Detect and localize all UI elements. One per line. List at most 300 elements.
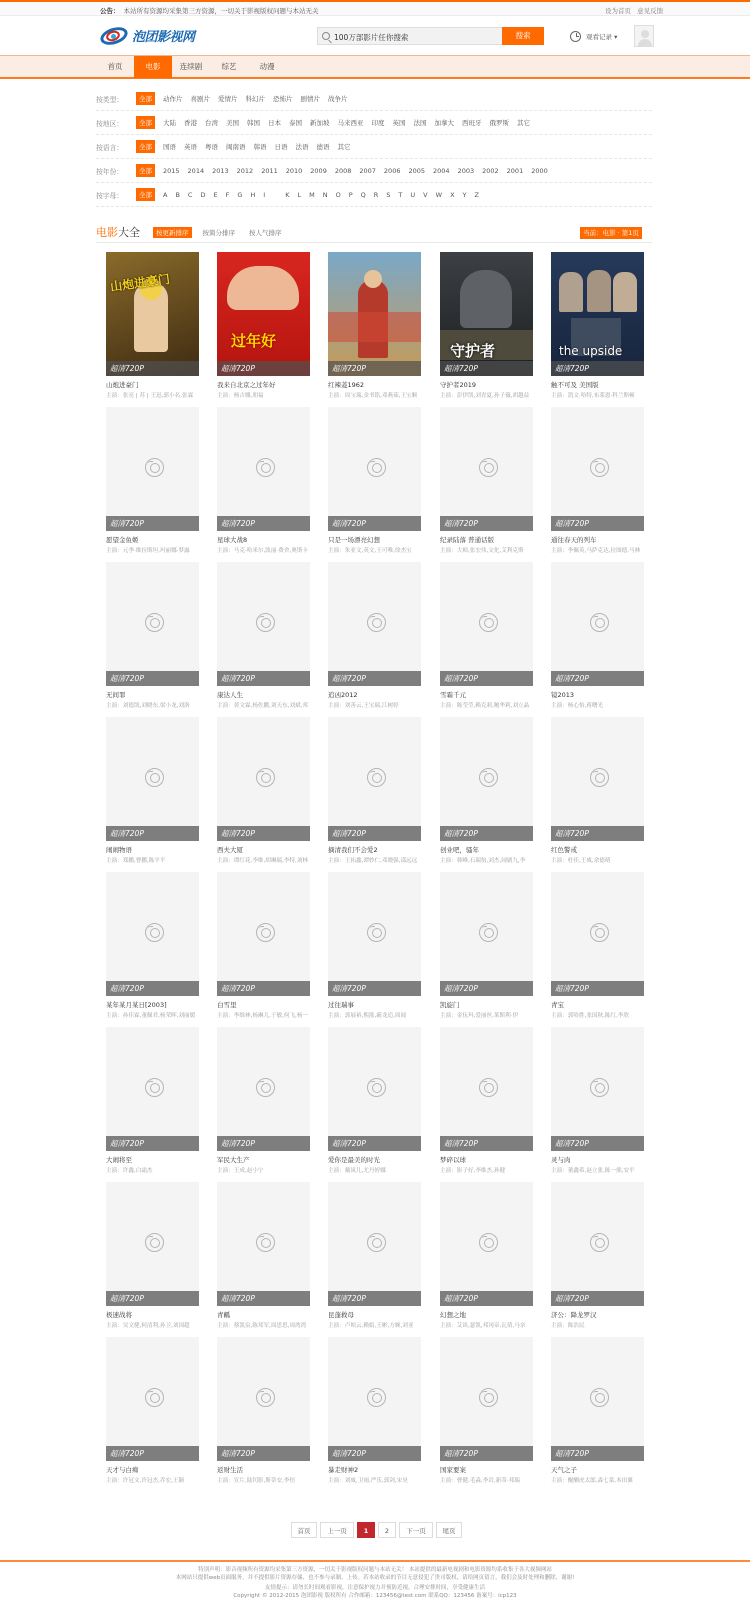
movie-poster[interactable] — [440, 1337, 533, 1461]
page-2[interactable]: 2 — [378, 1522, 396, 1538]
filter-option[interactable]: A — [163, 190, 168, 199]
filter-option[interactable]: P — [348, 190, 353, 199]
filter-option[interactable]: 泰国 — [289, 119, 302, 127]
filter-option[interactable]: 俄罗斯 — [489, 119, 509, 127]
movie-title[interactable]: 我来自北京之过年好 — [217, 381, 276, 389]
movie-actors: 主演：戴岚儿,尤丹婷娜 — [328, 1168, 386, 1174]
movie-actors: 主演：王拓鑫,谭妙仁,邓晓强,邵远远 — [328, 858, 418, 864]
filter-option[interactable]: 德语 — [316, 143, 330, 151]
footer-disclaimer-1: 特别声明：影音视频所有资源均采集第三方资源，一切关于影视版权问题与本站无关！ 本站提供的最新电视剧和电影资源均系收集于各大视频网站 — [198, 1567, 552, 1573]
sort-by-update[interactable]: 按更新排序 — [153, 227, 192, 238]
movie-card[interactable] — [328, 407, 421, 554]
filter-option[interactable]: 粤语 — [205, 143, 218, 151]
movie-card[interactable] — [217, 252, 310, 399]
filter-option[interactable]: 韩语 — [253, 143, 267, 151]
disc-placeholder-icon — [479, 1388, 498, 1407]
movie-poster[interactable] — [106, 252, 199, 376]
movie-card[interactable] — [106, 717, 199, 864]
movie-poster[interactable] — [106, 872, 199, 996]
disc-placeholder-icon — [367, 1078, 386, 1097]
filter-option[interactable]: 美国 — [226, 119, 239, 127]
quality-badge: 超清720P — [217, 1446, 310, 1461]
feedback-link[interactable]: 意见反馈 — [637, 7, 664, 15]
movie-poster[interactable] — [106, 1027, 199, 1151]
movie-poster[interactable] — [217, 407, 310, 531]
filter-option[interactable]: 2003 — [457, 166, 475, 175]
movie-title[interactable]: 国家要案 — [440, 1466, 466, 1474]
filter-option[interactable]: 2006 — [383, 166, 401, 175]
movie-title[interactable]: 灵与肉 — [551, 1156, 571, 1164]
filter-option[interactable]: K — [285, 190, 290, 199]
movie-card[interactable] — [217, 1027, 310, 1174]
movie-poster[interactable] — [217, 1182, 310, 1306]
filter-option[interactable]: F — [225, 190, 230, 199]
notice-text: 本站所有资源均采集第三方资源，一切关于影视版权问题与本站无关 — [123, 7, 319, 15]
movie-title[interactable]: 无间罪 — [106, 691, 126, 699]
filter-option[interactable]: 2005 — [408, 166, 426, 175]
disc-placeholder-icon — [367, 923, 386, 942]
movie-title[interactable]: 只是一场漂亮幻想 — [328, 536, 380, 544]
movie-actors: 主演：宣片,陆钊影,斯蒂安,李恒 — [217, 1478, 296, 1484]
filter-option[interactable]: Q — [360, 190, 366, 199]
filter-option[interactable]: I — [263, 190, 266, 199]
movie-poster[interactable] — [217, 872, 310, 996]
footer-disclaimer-2: 本网站只提供web页面服务，并不提供影片资源存储，也不参与录制、上传。若本站收录的节目无意侵犯了贵司版权，请给网页留言，我们会及时处理和删除，谢谢! — [175, 1574, 575, 1581]
disc-placeholder-icon — [256, 1233, 275, 1252]
quality-badge: 超清720P — [217, 1136, 310, 1151]
movie-card[interactable] — [106, 872, 199, 1019]
nav-item-variety[interactable]: 综艺 — [221, 62, 237, 71]
quality-badge: 超清720P — [440, 516, 533, 531]
quality-badge: 超清720P — [551, 981, 644, 996]
movie-actors: 主演：陈莹莹,赖克莉,鲍华莉,刘立晶 — [440, 703, 530, 709]
quality-badge: 超清720P — [551, 361, 644, 376]
movie-actors: 主演：蔡凯宸,陈邦军,周思思,周湾湾 — [217, 1323, 307, 1329]
filter-option[interactable]: 其它 — [337, 143, 351, 151]
filter-option[interactable]: 战争片 — [328, 95, 348, 103]
filter-option[interactable]: 2013 — [212, 166, 229, 175]
movie-title[interactable]: 天气之子 — [551, 1466, 577, 1474]
movie-card[interactable] — [551, 717, 644, 864]
movie-title[interactable]: 愿望金鱼姬 — [106, 536, 139, 544]
quality-badge: 超清720P — [440, 1136, 533, 1151]
movie-actors: 主演：影子好,李维杰,孙健 — [440, 1168, 506, 1174]
filter-option[interactable]: N — [322, 190, 328, 199]
movie-title[interactable]: 触不可及 美国版 — [551, 381, 599, 389]
movie-poster[interactable] — [440, 562, 533, 686]
filter-option[interactable]: C — [187, 190, 193, 199]
filter-option[interactable]: 剧情片 — [300, 95, 320, 103]
quality-badge: 超清720P — [328, 981, 421, 996]
movie-title[interactable]: 星球大战8 — [217, 536, 248, 544]
movie-title[interactable]: 返财生活 — [217, 1466, 243, 1474]
movie-title[interactable]: 山炮进豪门 — [106, 381, 139, 389]
movie-card[interactable] — [328, 1337, 421, 1484]
filter-option[interactable]: 英语 — [184, 143, 197, 151]
movie-poster[interactable] — [106, 407, 199, 531]
movie-poster[interactable] — [551, 252, 644, 376]
movie-card[interactable] — [217, 407, 310, 554]
page-prev[interactable]: 上一页 — [320, 1522, 354, 1538]
movie-actors: 主演：许冠文,许冠杰,乔宏,王颖 — [106, 1478, 185, 1484]
movie-title[interactable]: 白雪里 — [217, 1001, 237, 1009]
movie-title[interactable]: 极速战将 — [106, 1311, 132, 1319]
movie-poster[interactable] — [328, 1337, 421, 1461]
movie-card[interactable] — [328, 717, 421, 864]
filter-option[interactable]: 全部 — [136, 188, 155, 201]
movie-card[interactable] — [328, 1182, 421, 1329]
filter-option[interactable]: 全部 — [136, 92, 155, 105]
movie-poster[interactable] — [217, 562, 310, 686]
movie-poster[interactable] — [440, 252, 533, 376]
footer-tip: 友情提示：请勿长时间观看影视，注意保护视力并预防近视，合理安排时间，享受健康生活 — [264, 1585, 485, 1591]
quality-badge: 超清720P — [106, 1136, 199, 1151]
filter-option[interactable]: L — [297, 190, 302, 199]
movie-actors: 主演：金伍玛,爱丽丝,莱斯利·伊 — [440, 1013, 519, 1019]
movie-title[interactable]: 镜2013 — [551, 691, 575, 699]
movie-title[interactable]: 大闹将至 — [106, 1156, 132, 1164]
movie-actors: 主演：周宝瑞,金书铭,邓燕茹,王宝顺 — [328, 393, 418, 399]
nav-item-home[interactable]: 首页 — [107, 62, 123, 71]
movie-actors: 主演：郑鹏,曹鹏,陈平平 — [106, 858, 166, 864]
filter-option[interactable]: O — [335, 190, 341, 199]
filter-option[interactable]: 英国 — [392, 119, 406, 127]
movie-poster[interactable] — [328, 872, 421, 996]
sort-by-popularity[interactable]: 按人气排序 — [249, 229, 282, 237]
quality-badge: 超清720P — [328, 361, 421, 376]
movie-title[interactable]: 梦碎以球 — [440, 1156, 466, 1164]
filter-option[interactable]: 2000 — [531, 166, 548, 175]
quality-badge: 超清720P — [217, 826, 310, 841]
page-next[interactable]: 下一页 — [399, 1522, 433, 1538]
movie-card[interactable] — [217, 717, 310, 864]
disc-placeholder-icon — [590, 1233, 609, 1252]
movie-poster[interactable] — [551, 1182, 644, 1306]
disc-placeholder-icon — [145, 768, 164, 787]
filter-option[interactable]: 2009 — [310, 166, 327, 175]
quality-badge: 超清720P — [551, 671, 644, 686]
filter-option[interactable]: 2011 — [261, 166, 278, 175]
movie-poster[interactable] — [106, 1182, 199, 1306]
filter-option[interactable]: 2004 — [433, 166, 450, 175]
movie-title[interactable]: 追凶2012 — [328, 691, 358, 699]
filter-option[interactable]: X — [450, 190, 455, 199]
movie-card[interactable] — [217, 1182, 310, 1329]
logo-text: 泡团影视网 — [132, 29, 195, 45]
movie-card[interactable] — [440, 407, 533, 554]
movie-card[interactable] — [551, 407, 644, 554]
disc-placeholder-icon — [479, 458, 498, 477]
filter-option[interactable]: 印度 — [371, 119, 385, 127]
filter-option[interactable]: 喜剧片 — [190, 95, 210, 103]
filter-option[interactable]: 全部 — [136, 140, 155, 153]
filter-option[interactable]: 法国 — [413, 119, 427, 127]
movie-title[interactable]: 济公：降龙罗汉 — [551, 1311, 597, 1319]
filter-option[interactable]: T — [398, 190, 403, 199]
filter-option[interactable]: 韩国 — [247, 119, 260, 127]
filter-option[interactable]: 2012 — [236, 166, 254, 175]
poster-title-text: the upside — [559, 344, 623, 358]
movie-title[interactable]: 创业吧，骚年 — [440, 846, 479, 854]
movie-card[interactable] — [551, 1027, 644, 1174]
filter-option[interactable]: M — [309, 190, 315, 199]
disc-placeholder-icon — [590, 1388, 609, 1407]
movie-poster[interactable] — [551, 717, 644, 841]
disc-placeholder-icon — [367, 458, 386, 477]
filter-option[interactable]: 恐怖片 — [273, 95, 293, 103]
movie-actors: 主演：郭展裕,熙涨,霸龙追,周闻 — [328, 1013, 407, 1019]
poster-title-text: 过年好 — [231, 332, 277, 350]
movie-actors: 主演：曹健,毛淼,李岩,新蒂·邦瑞 — [440, 1478, 520, 1484]
filter-option[interactable]: D — [200, 190, 206, 199]
movie-actors: 主演：黄文霖,杨佐鹏,刘天东,刘斌,邦 — [217, 703, 309, 709]
filter-option[interactable]: 台湾 — [205, 119, 218, 127]
disc-placeholder-icon — [479, 1233, 498, 1252]
movie-card[interactable] — [440, 717, 533, 864]
filter-option[interactable]: R — [373, 190, 379, 199]
search-input[interactable]: 100万部影片任你搜索 — [334, 33, 409, 42]
filter-option[interactable]: 加拿大 — [434, 119, 454, 127]
movie-card[interactable] — [106, 1337, 199, 1484]
filter-option[interactable]: S — [386, 190, 391, 199]
movie-title[interactable]: 守护者2019 — [440, 381, 477, 389]
movie-poster[interactable] — [217, 717, 310, 841]
page-1[interactable]: 1 — [357, 1522, 375, 1538]
movie-poster[interactable] — [328, 1027, 421, 1151]
filter-option[interactable]: 2010 — [285, 166, 303, 175]
movie-poster[interactable] — [328, 252, 421, 376]
filter-option[interactable]: 2015 — [163, 166, 180, 175]
quality-badge: 超清720P — [217, 981, 310, 996]
nav-item-movies[interactable]: 电影 — [134, 56, 172, 78]
disc-placeholder-icon — [145, 1078, 164, 1097]
movie-title[interactable]: 摘清我们不会爱2 — [328, 846, 378, 854]
movie-card[interactable] — [551, 1182, 644, 1329]
filter-option[interactable]: 2001 — [506, 166, 524, 175]
sort-by-score[interactable]: 按简分排序 — [202, 229, 235, 237]
movie-poster[interactable] — [328, 407, 421, 531]
movie-card[interactable] — [328, 252, 421, 399]
movie-title[interactable]: 闹闹物语 — [106, 846, 132, 854]
movie-title[interactable]: 通往春天的列车 — [551, 536, 597, 544]
movie-actors: 主演：陈浩民 — [551, 1323, 585, 1329]
movie-card[interactable] — [440, 1027, 533, 1174]
movie-title[interactable]: 昆蓬救母 — [328, 1311, 354, 1319]
movie-card[interactable] — [551, 252, 644, 399]
filter-option[interactable]: 动作片 — [163, 95, 183, 103]
search-box[interactable] — [317, 27, 503, 45]
nav-item-anime[interactable]: 动漫 — [259, 62, 275, 71]
section-title — [96, 224, 140, 240]
movie-title[interactable]: 纪录陆落 普通话版 — [440, 536, 495, 544]
movie-actors: 主演：李佩英,马萨克达,拉图德,马林 — [551, 548, 641, 554]
movie-title[interactable]: 红色警戒 — [551, 846, 577, 854]
movie-title[interactable]: 青瓤 — [217, 1311, 230, 1319]
filter-option[interactable]: 2002 — [482, 166, 499, 175]
movie-poster[interactable] — [217, 1027, 310, 1151]
quality-badge: 超清720P — [440, 671, 533, 686]
movie-card[interactable] — [440, 252, 533, 399]
search-button[interactable]: 搜索 — [502, 27, 544, 45]
movie-actors: 主演：谭红花,李维,胡琳瑞,李特,刘林 — [217, 858, 309, 864]
movie-poster[interactable] — [440, 407, 533, 531]
movie-card[interactable] — [106, 562, 199, 709]
filter-option[interactable]: V — [423, 190, 428, 199]
movie-card[interactable] — [328, 872, 421, 1019]
movie-actors: 主演：卢顷云,赖娟,王彬,方婉,刘亚 — [328, 1323, 414, 1329]
quality-badge: 超清720P — [551, 1136, 644, 1151]
disc-placeholder-icon — [479, 1078, 498, 1097]
watch-history[interactable] — [570, 27, 617, 45]
logo[interactable] — [100, 22, 195, 48]
filter-option[interactable]: 全部 — [136, 116, 155, 129]
movie-poster[interactable] — [440, 717, 533, 841]
movie-poster[interactable] — [328, 562, 421, 686]
movie-card[interactable] — [106, 1182, 199, 1329]
quality-badge: 超清720P — [106, 361, 199, 376]
quality-badge: 超清720P — [106, 1291, 199, 1306]
filter-option[interactable]: 爱情片 — [218, 95, 238, 103]
movie-card[interactable] — [217, 1337, 310, 1484]
movie-card[interactable] — [440, 1182, 533, 1329]
filter-option[interactable]: 2008 — [334, 166, 352, 175]
movie-card[interactable] — [551, 872, 644, 1019]
filter-option[interactable]: 2007 — [359, 166, 376, 175]
nav-item-series[interactable]: 连续剧 — [179, 62, 203, 71]
movie-title[interactable]: 西夫大厦 — [217, 846, 243, 854]
set-homepage-link[interactable]: 设为首页 — [605, 7, 631, 15]
movie-title[interactable]: 爱你是最美的时光 — [328, 1156, 380, 1164]
filter-label: 按语言： — [96, 143, 124, 152]
disc-placeholder-icon — [256, 458, 275, 477]
filter-option[interactable]: B — [175, 190, 180, 199]
filter-option[interactable]: 科幻片 — [245, 95, 265, 103]
movie-card[interactable] — [440, 1337, 533, 1484]
filter-option[interactable]: E — [213, 190, 218, 199]
section-header — [96, 224, 652, 242]
filter-option[interactable]: 马来西亚 — [337, 119, 364, 127]
filter-option[interactable]: H — [250, 190, 256, 199]
filter-row — [96, 111, 652, 135]
movie-title[interactable]: 幻想之地 — [440, 1311, 466, 1319]
movie-poster[interactable] — [217, 1337, 310, 1461]
notice — [100, 6, 319, 15]
movie-poster[interactable] — [551, 1337, 644, 1461]
movie-title[interactable]: 雪霜千元 — [440, 691, 466, 699]
disc-placeholder-icon — [590, 923, 609, 942]
movie-card[interactable] — [106, 252, 199, 399]
movie-poster[interactable] — [551, 562, 644, 686]
movie-card[interactable] — [217, 872, 310, 1019]
filter-option[interactable]: 西班牙 — [462, 119, 482, 127]
movie-actors: 主演：朱亚文,英文,王可唯,徐杰宝 — [328, 548, 412, 554]
filter-option[interactable]: 香港 — [184, 119, 197, 127]
movie-card[interactable] — [106, 1027, 199, 1174]
movie-card[interactable] — [328, 562, 421, 709]
movie-actors: 主演：李维林,杨琳儿,于敏,何飞,杨一 — [217, 1013, 309, 1019]
movie-title[interactable]: 过往瑞事 — [328, 1001, 354, 1009]
disc-placeholder-icon — [145, 1233, 164, 1252]
movie-title[interactable]: 某年某月某日[2003] — [106, 1001, 167, 1009]
page-last[interactable]: 尾页 — [436, 1522, 462, 1538]
movie-poster[interactable] — [440, 1182, 533, 1306]
movie-card[interactable] — [440, 562, 533, 709]
movie-title[interactable]: 康达人生 — [217, 691, 243, 699]
movie-poster[interactable] — [440, 1027, 533, 1151]
movie-title[interactable]: 军民大生产 — [217, 1156, 250, 1164]
movie-poster[interactable] — [551, 407, 644, 531]
quality-badge: 超清720P — [551, 826, 644, 841]
movie-title[interactable]: 青宝 — [551, 1001, 564, 1009]
filter-option[interactable]: Z — [474, 190, 479, 199]
disc-placeholder-icon — [367, 768, 386, 787]
movie-poster[interactable] — [106, 717, 199, 841]
filter-option[interactable]: G — [237, 190, 243, 199]
movie-actors: 主演：许鑫,白霜杰 — [106, 1168, 153, 1174]
avatar[interactable] — [634, 25, 654, 47]
movie-title[interactable]: 天才与白痴 — [106, 1466, 139, 1474]
movie-actors: 主演：张亮 | 苏 | 王迅,郭小名,张霖 — [106, 393, 194, 399]
movie-poster[interactable] — [440, 872, 533, 996]
disc-placeholder-icon — [590, 1078, 609, 1097]
filter-option[interactable]: 闽南语 — [226, 143, 246, 151]
disc-placeholder-icon — [256, 923, 275, 942]
filter-option[interactable]: 其它 — [517, 119, 530, 127]
movie-poster[interactable] — [551, 1027, 644, 1151]
quality-badge: 超清720P — [328, 671, 421, 686]
filter-option[interactable]: 大陆 — [163, 119, 176, 127]
filter-option[interactable]: 全部 — [136, 164, 155, 177]
movie-title[interactable]: 红辣菱1962 — [328, 381, 365, 389]
divider — [96, 242, 652, 243]
movie-poster[interactable] — [551, 872, 644, 996]
top-links — [601, 6, 663, 15]
movie-poster[interactable] — [328, 717, 421, 841]
disc-placeholder-icon — [590, 768, 609, 787]
movie-poster[interactable] — [106, 1337, 199, 1461]
filter-option[interactable]: Y — [462, 190, 467, 199]
logo-icon — [100, 24, 130, 46]
movie-title[interactable]: 暴走财神2 — [328, 1466, 359, 1474]
disc-placeholder-icon — [367, 1233, 386, 1252]
movie-poster[interactable] — [328, 1182, 421, 1306]
movie-card[interactable] — [551, 562, 644, 709]
filter-option[interactable]: 新加坡 — [310, 119, 330, 127]
movie-actors: 主演：王成,赵小宁 — [217, 1168, 264, 1174]
page-first[interactable]: 首页 — [291, 1522, 317, 1538]
filter-option[interactable]: 国语 — [163, 143, 176, 151]
filter-option[interactable]: 2014 — [187, 166, 205, 175]
movie-poster[interactable] — [217, 252, 310, 376]
disc-placeholder-icon — [590, 458, 609, 477]
filter-label: 按地区： — [96, 119, 124, 128]
sort-options — [153, 227, 293, 238]
filter-option[interactable]: U — [410, 190, 416, 199]
movie-card[interactable] — [328, 1027, 421, 1174]
filter-option[interactable]: 法语 — [295, 143, 309, 151]
movie-card[interactable] — [551, 1337, 644, 1484]
filter-option[interactable]: 日语 — [274, 143, 288, 151]
movie-poster[interactable] — [106, 562, 199, 686]
filter-option[interactable]: 日本 — [268, 119, 281, 127]
poster-title-text: 守护者 — [450, 342, 496, 360]
movie-card[interactable] — [217, 562, 310, 709]
movie-card[interactable] — [440, 872, 533, 1019]
search-icon — [322, 32, 330, 40]
movie-card[interactable] — [106, 407, 199, 554]
movie-title[interactable]: 凯旋门 — [440, 1001, 460, 1009]
filter-option[interactable]: W — [435, 190, 443, 199]
